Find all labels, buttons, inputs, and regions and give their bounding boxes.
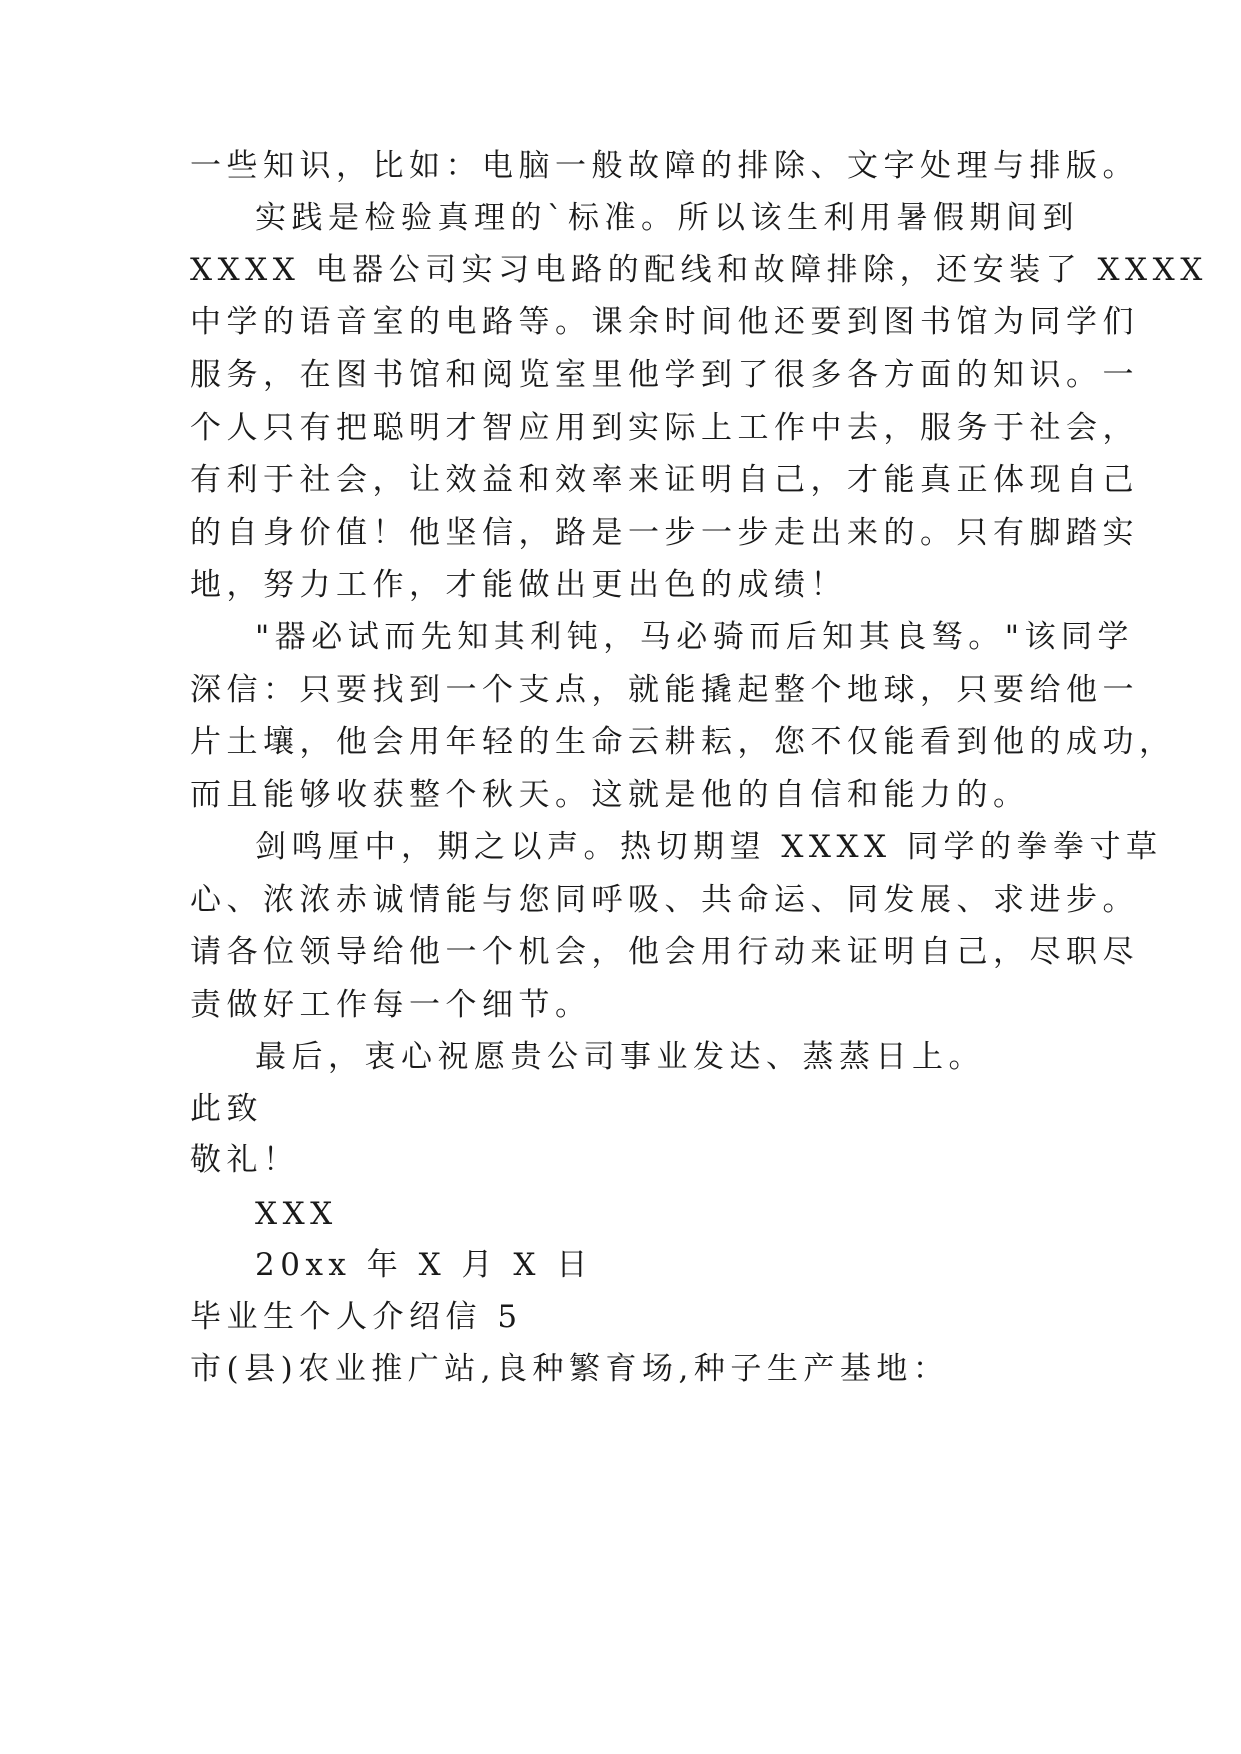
- text-line: 剑鸣厘中，期之以声。热切期望 XXXX 同学的拳拳寸草: [255, 829, 1163, 865]
- signature-name: XXX: [255, 1196, 338, 1232]
- text-line: XXXX 电器公司实习电路的配线和故障排除，还安装了 XXXX: [190, 252, 1208, 288]
- recipient-line: 市(县)农业推广站,良种繁育场,种子生产基地：: [190, 1351, 950, 1387]
- text-line: 的自身价值！他坚信，路是一步一步走出来的。只有脚踏实: [190, 515, 1139, 551]
- text-line: 中学的语音室的电路等。课余时间他还要到图书馆为同学们: [190, 304, 1139, 340]
- text-line: 责做好工作每一个细节。: [190, 987, 592, 1023]
- text-line: 请各位领导给他一个机会，他会用行动来证明自己，尽职尽: [190, 934, 1139, 970]
- text-line: 实践是检验真理的`标准。所以该生利用暑假期间到: [255, 200, 1079, 236]
- text-line: 服务，在图书馆和阅览室里他学到了很多各方面的知识。一: [190, 357, 1139, 393]
- salutation-jingli: 敬礼！: [190, 1142, 300, 1178]
- salutation-cizhi: 此致: [190, 1091, 263, 1127]
- closing-wish: 最后，衷心祝愿贵公司事业发达、蒸蒸日上。: [255, 1039, 985, 1075]
- text-line: 深信：只要找到一个支点，就能撬起整个地球，只要给他一: [190, 672, 1139, 708]
- text-line: 片土壤，他会用年轻的生命云耕耘，您不仅能看到他的成功，: [190, 724, 1176, 760]
- text-line: 地，努力工作，才能做出更出色的成绩！: [190, 567, 847, 603]
- text-line: 有利于社会，让效益和效率来证明自己，才能真正体现自己: [190, 462, 1139, 498]
- text-line: 一些知识，比如：电脑一般故障的排除、文字处理与排版。: [190, 148, 1139, 184]
- signature-date: 20xx 年 X 月 X 日: [255, 1247, 593, 1283]
- section-heading: 毕业生个人介绍信 5: [190, 1299, 523, 1335]
- text-line: "器必试而先知其利钝，马必骑而后知其良驽。"该同学: [255, 619, 1135, 655]
- text-line: 心、浓浓赤诚情能与您同呼吸、共命运、同发展、求进步。: [190, 882, 1139, 918]
- text-line: 个人只有把聪明才智应用到实际上工作中去，服务于社会，: [190, 410, 1139, 446]
- text-line: 而且能够收获整个秋天。这就是他的自信和能力的。: [190, 777, 1030, 813]
